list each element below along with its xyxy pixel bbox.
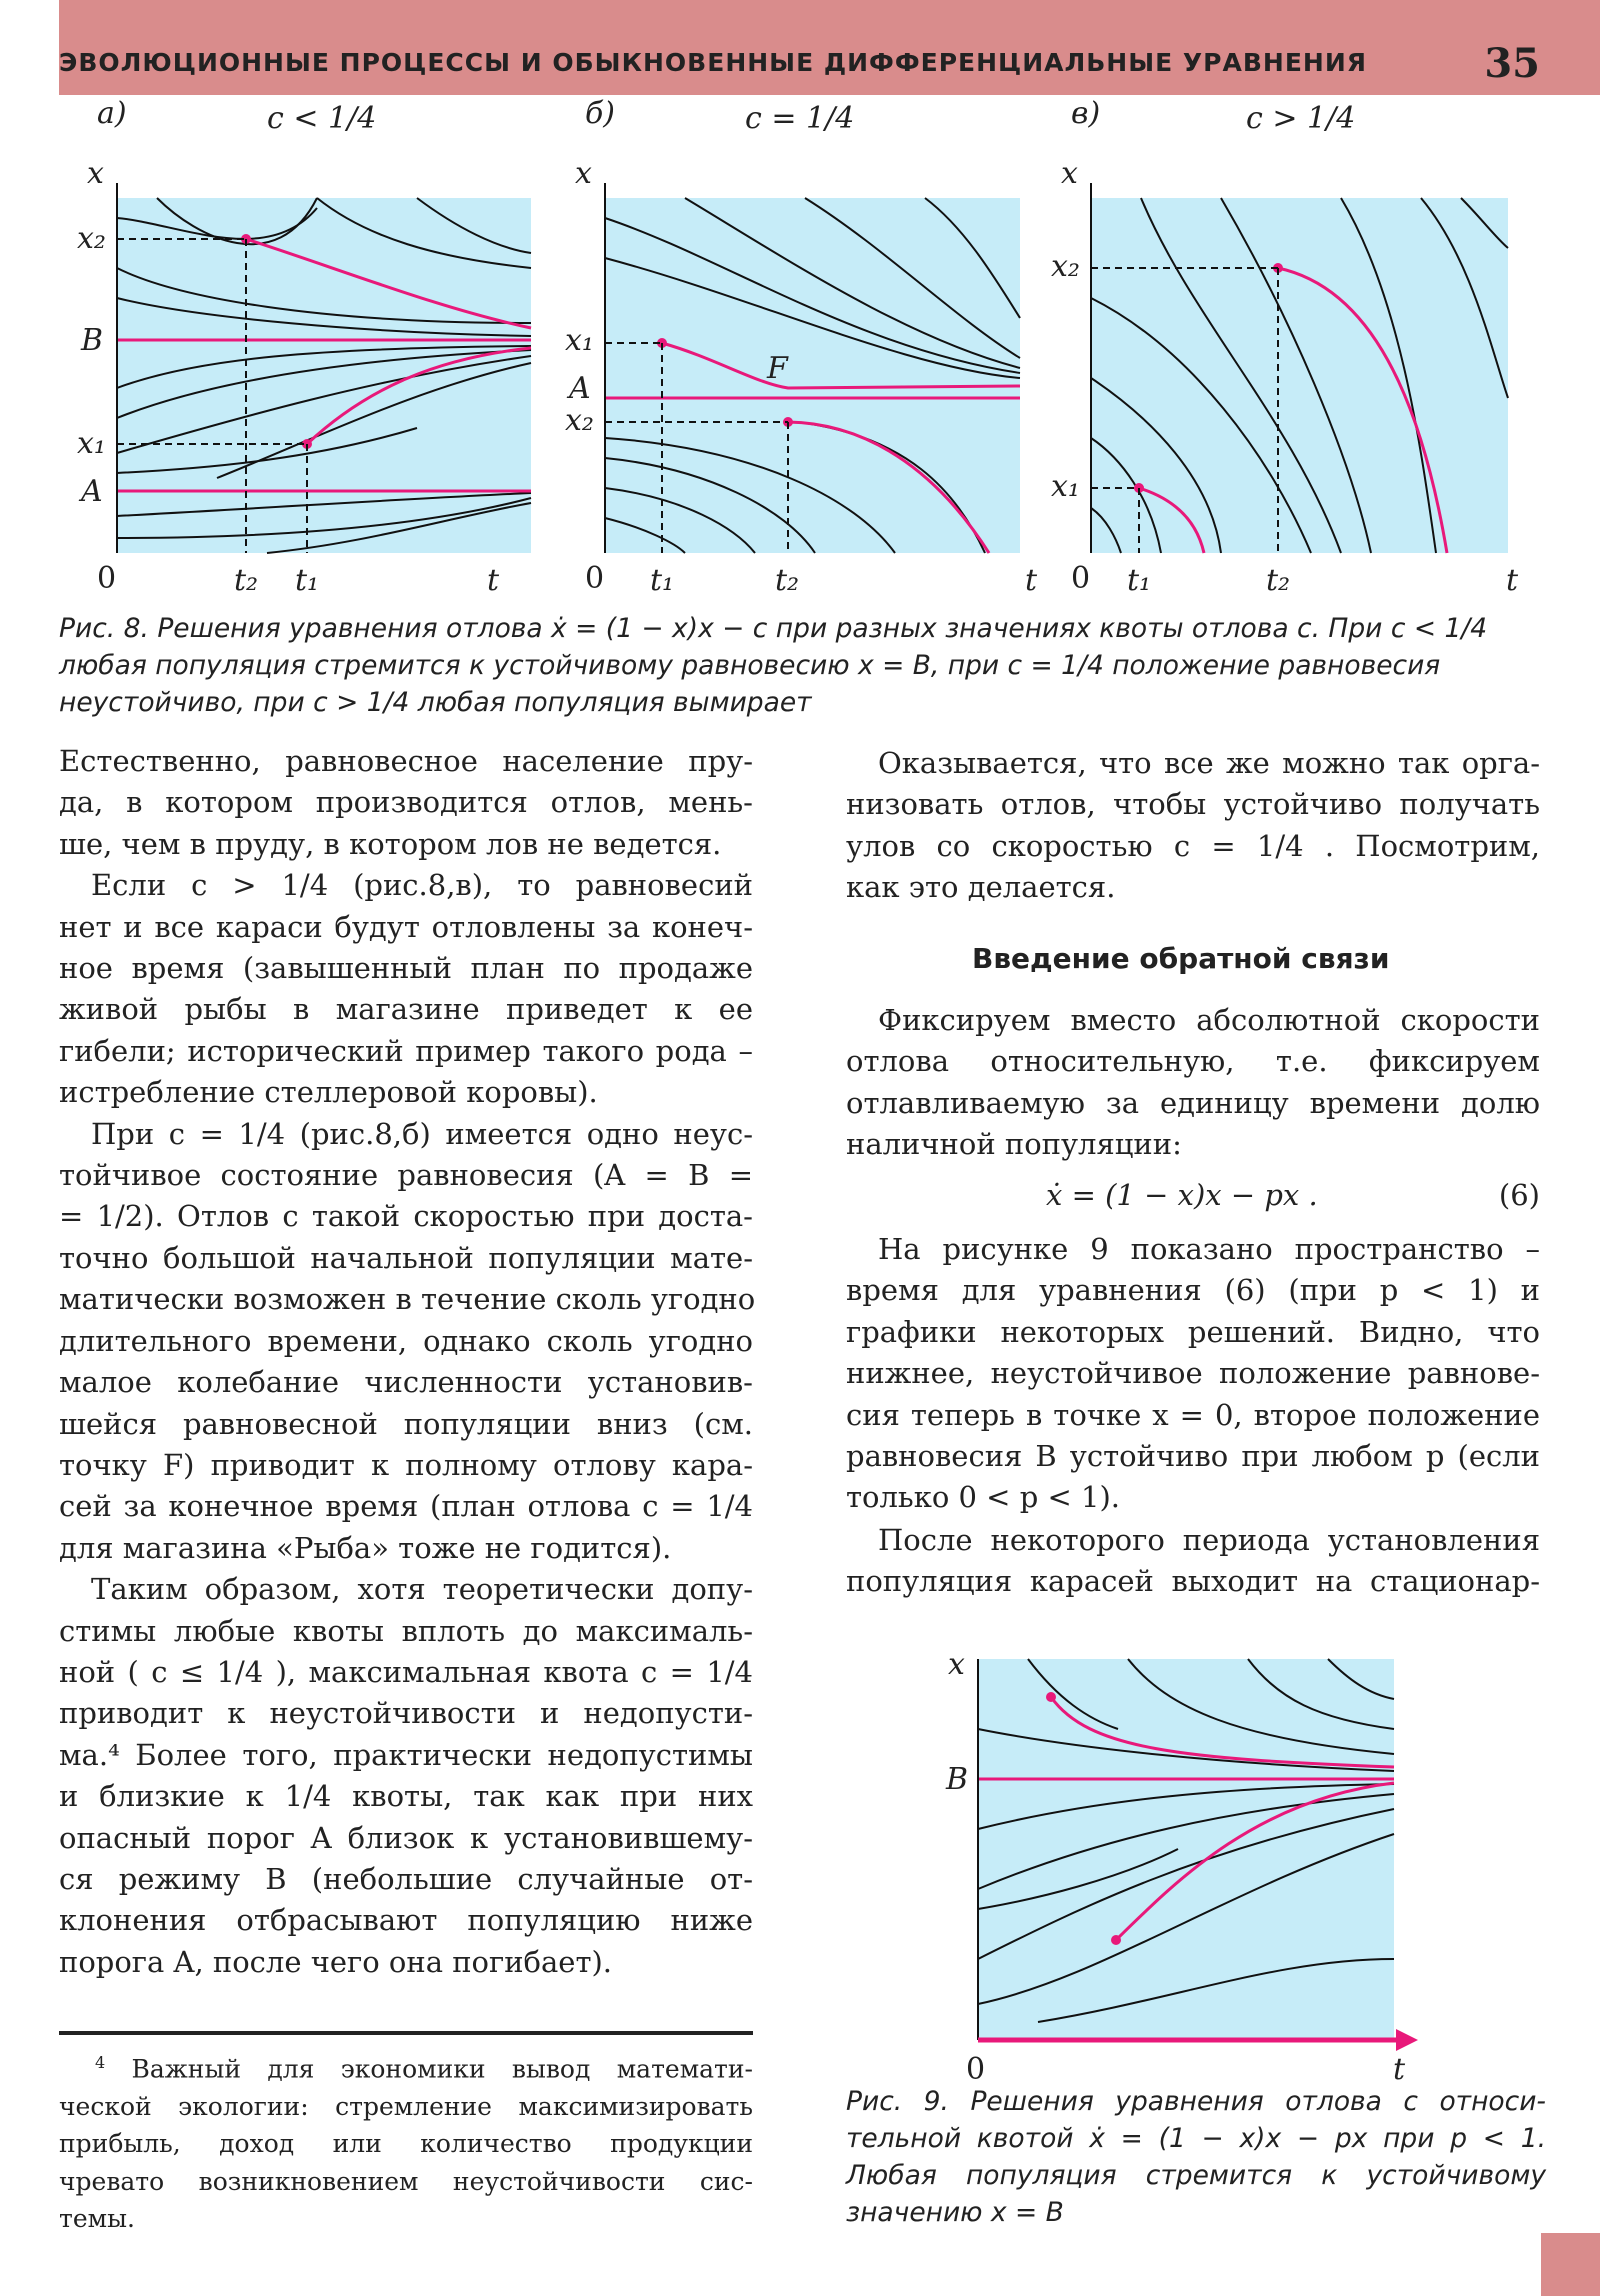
text-line: истребление стеллеровой коровы). [59, 1075, 598, 1110]
footnote-rule [59, 2031, 753, 2035]
text-line: и близкие к 1/4 квоты, так как при них [59, 1779, 753, 1814]
text-line: тойчивое состояние равновесия (A = B = [59, 1158, 753, 1193]
caption-line: значению x = B [846, 2197, 1064, 2228]
text-line: нижнее, неустойчивое положение равнове- [846, 1356, 1540, 1391]
header-band [59, 0, 1600, 95]
text-line: отлавливаемую за единицу времени долю [846, 1085, 1540, 1120]
label-t1: t₁ [295, 563, 320, 598]
footnote-line: ческой экологии: стремление максимизировать [59, 2091, 753, 2121]
text-line: да, в котором производится отлов, мень- [59, 785, 753, 820]
caption-line: тельной квотой ẋ = (1 − x)x − px при p < 1. [846, 2123, 1546, 2154]
text-line: шейся равновесной популяции вниз (см. [59, 1406, 753, 1441]
text-line: улов со скоростью c = 1/4 . Посмотрим, [846, 828, 1540, 863]
text-line: Фиксируем вместо абсолютной скорости [878, 1003, 1540, 1037]
text-line: ной ( c ≤ 1/4 ), максимальная квота c = 1/4 [59, 1654, 753, 1689]
text-line: Таким образом, хотя теоретически допу- [91, 1572, 753, 1607]
page-corner-tab [1541, 2233, 1600, 2296]
text-line: Если c > 1/4 (рис.8,в), то равновесий [91, 868, 753, 903]
fig8-caption [59, 610, 1487, 721]
panel-condition: c = 1/4 [745, 101, 855, 136]
text-line: Оказывается, что все же можно так орга- [878, 746, 1540, 780]
label-x1: x₁ [1051, 469, 1080, 504]
text-line: равновесия B устойчиво при любом p (если [846, 1439, 1540, 1474]
text-line: ся режиму B (небольшие случайные от- [59, 1861, 753, 1896]
label-B: B [946, 1762, 969, 1797]
right-column-p4 [846, 1520, 1540, 1603]
text-line: как это делается. [846, 870, 1116, 905]
label-A: A [81, 474, 103, 509]
section-heading: Введение обратной связи [972, 942, 1390, 975]
text-line: точку F) приводит к полному отлову кара- [59, 1447, 753, 1482]
label-t2: t₂ [775, 563, 800, 598]
label-B: B [81, 323, 104, 358]
text-line: наличной популяции: [846, 1127, 1182, 1162]
fig9-plot [946, 1647, 1406, 2087]
label-zero: 0 [966, 2052, 986, 2087]
text-line: отлова относительную, т.е. фиксируем [846, 1044, 1540, 1079]
label-x2: x₂ [1051, 249, 1080, 284]
footnote-line: чревато возникновением неустойчивости сис- [59, 2166, 753, 2196]
text-line: сия теперь в точке x = 0, второе положение [846, 1397, 1540, 1432]
axis-t-label: t [1025, 563, 1038, 598]
text-line: приводит к неустойчивости и недопусти- [59, 1696, 753, 1731]
text-line: только 0 < p < 1). [846, 1480, 1120, 1515]
caption-line: любая популяция стремится к устойчивому равновесию x = B, при c = 1/4 положение равновесия [59, 650, 1441, 681]
axis-x-label: x [575, 156, 592, 191]
running-title: ЭВОЛЮЦИОННЫЕ ПРОЦЕССЫ И ОБЫКНОВЕННЫЕ ДИФФЕРЕНЦИАЛЬНЫЕ УРАВНЕНИЯ [59, 48, 1368, 77]
text-line: На рисунке 9 показано пространство – [878, 1232, 1540, 1266]
fig8-plot-b [565, 96, 1038, 598]
text-line: порога A, после чего она погибает). [59, 1944, 613, 1979]
text-line: сей за конечное время (план отлова c = 1/4 [59, 1489, 753, 1524]
panel-condition: c < 1/4 [267, 101, 377, 136]
axis-x-label: x [87, 156, 104, 191]
text-line: ма.⁴ Более того, практически недопустимы [59, 1737, 753, 1772]
label-F: F [767, 351, 788, 386]
text-line: После некоторого периода установления [878, 1523, 1540, 1557]
text-line: графики некоторых решений. Видно, что [846, 1314, 1540, 1349]
axis-t-label: t [487, 563, 500, 598]
fig8-plot-c [1051, 96, 1519, 598]
text-line: ное время (завышенный план по продаже [59, 951, 753, 986]
axis-x-label: x [948, 1647, 965, 1682]
text-line: длительного времени, однако сколь угодно [59, 1323, 753, 1358]
text-line: = 1/2). Отлов с такой скоростью при доста- [59, 1199, 753, 1234]
right-column-p3 [846, 1229, 1540, 1519]
footnote-mark: 4 [95, 2053, 106, 2072]
text-line: При c = 1/4 (рис.8,б) имеется одно неус- [91, 1116, 753, 1151]
text-line: клонения отбрасывают популяцию ниже [59, 1903, 753, 1938]
left-column-text [59, 741, 756, 1983]
right-column-p1 [846, 743, 1540, 909]
panel-condition: c > 1/4 [1246, 101, 1356, 136]
label-t1: t₁ [650, 563, 675, 598]
footnote-line: прибыль, доход или количество продукции [59, 2129, 753, 2159]
label-x1: x₁ [77, 426, 106, 461]
right-column-p2 [846, 1000, 1540, 1166]
text-line: точно большой начальной популяции мате- [59, 1240, 753, 1275]
panel-tag: а) [97, 96, 127, 131]
label-x2: x₂ [565, 403, 594, 438]
text-line: стимы любые квоты вплоть до максималь- [59, 1613, 753, 1648]
fig8-plot-a [77, 96, 531, 598]
caption-line: Рис. 9. Решения уравнения отлова с относи- [846, 2086, 1546, 2117]
text-line: для магазина «Рыба» тоже не годится). [59, 1530, 672, 1565]
text-line: опасный порог A близок к установившему- [59, 1820, 753, 1855]
text-line: гибели; исторический пример такого рода – [59, 1033, 753, 1068]
label-A: A [569, 371, 591, 406]
label-zero: 0 [97, 561, 117, 596]
text-line: низовать отлов, чтобы устойчиво получать [846, 787, 1540, 822]
axis-x-label: x [1061, 156, 1078, 191]
label-x1: x₁ [565, 323, 594, 358]
footnote [59, 2044, 753, 2238]
page-number: 35 [1484, 40, 1540, 87]
footnote-line: темы. [59, 2204, 135, 2234]
caption-line: неустойчиво, при c > 1/4 любая популяция вымирает [59, 687, 812, 718]
axis-t-label: t [1393, 2052, 1406, 2087]
text-line: живой рыбы в магазине приведет к ее [59, 992, 753, 1027]
label-zero: 0 [1071, 561, 1091, 596]
text-line: ше, чем в пруду, в котором лов не ведется. [59, 826, 722, 861]
label-x2: x₂ [77, 221, 106, 256]
label-t2: t₂ [1266, 563, 1291, 598]
text-line: Естественно, равновесное население пру- [59, 744, 753, 778]
panel-tag: в) [1071, 96, 1101, 131]
caption-line: Рис. 8. Решения уравнения отлова ẋ = (1 − x)x − c при разных значениях квоты отлова c. При c < 1/4 [59, 613, 1488, 644]
label-t2: t₂ [234, 563, 259, 598]
caption-line: Любая популяция стремится к устойчивому [846, 2160, 1546, 2191]
label-zero: 0 [585, 561, 605, 596]
axis-t-label: t [1506, 563, 1519, 598]
text-line: популяция карасей выходит на стационар- [846, 1564, 1540, 1599]
fig9-caption [846, 2083, 1546, 2231]
text-line: матически возможен в течение сколь угодно [59, 1282, 756, 1317]
text-line: нет и все караси будут отловлены за конеч- [59, 909, 753, 944]
text-line: малое колебание численности установив- [59, 1365, 753, 1400]
text-line: время для уравнения (6) (при p < 1) и [846, 1273, 1540, 1308]
label-t1: t₁ [1127, 563, 1152, 598]
footnote-line: Важный для экономики вывод математи- [131, 2054, 753, 2084]
equation: ẋ = (1 − x)x − px . [1046, 1178, 1318, 1212]
panel-tag: б) [585, 96, 616, 131]
equation-number: (6) [1498, 1178, 1540, 1212]
